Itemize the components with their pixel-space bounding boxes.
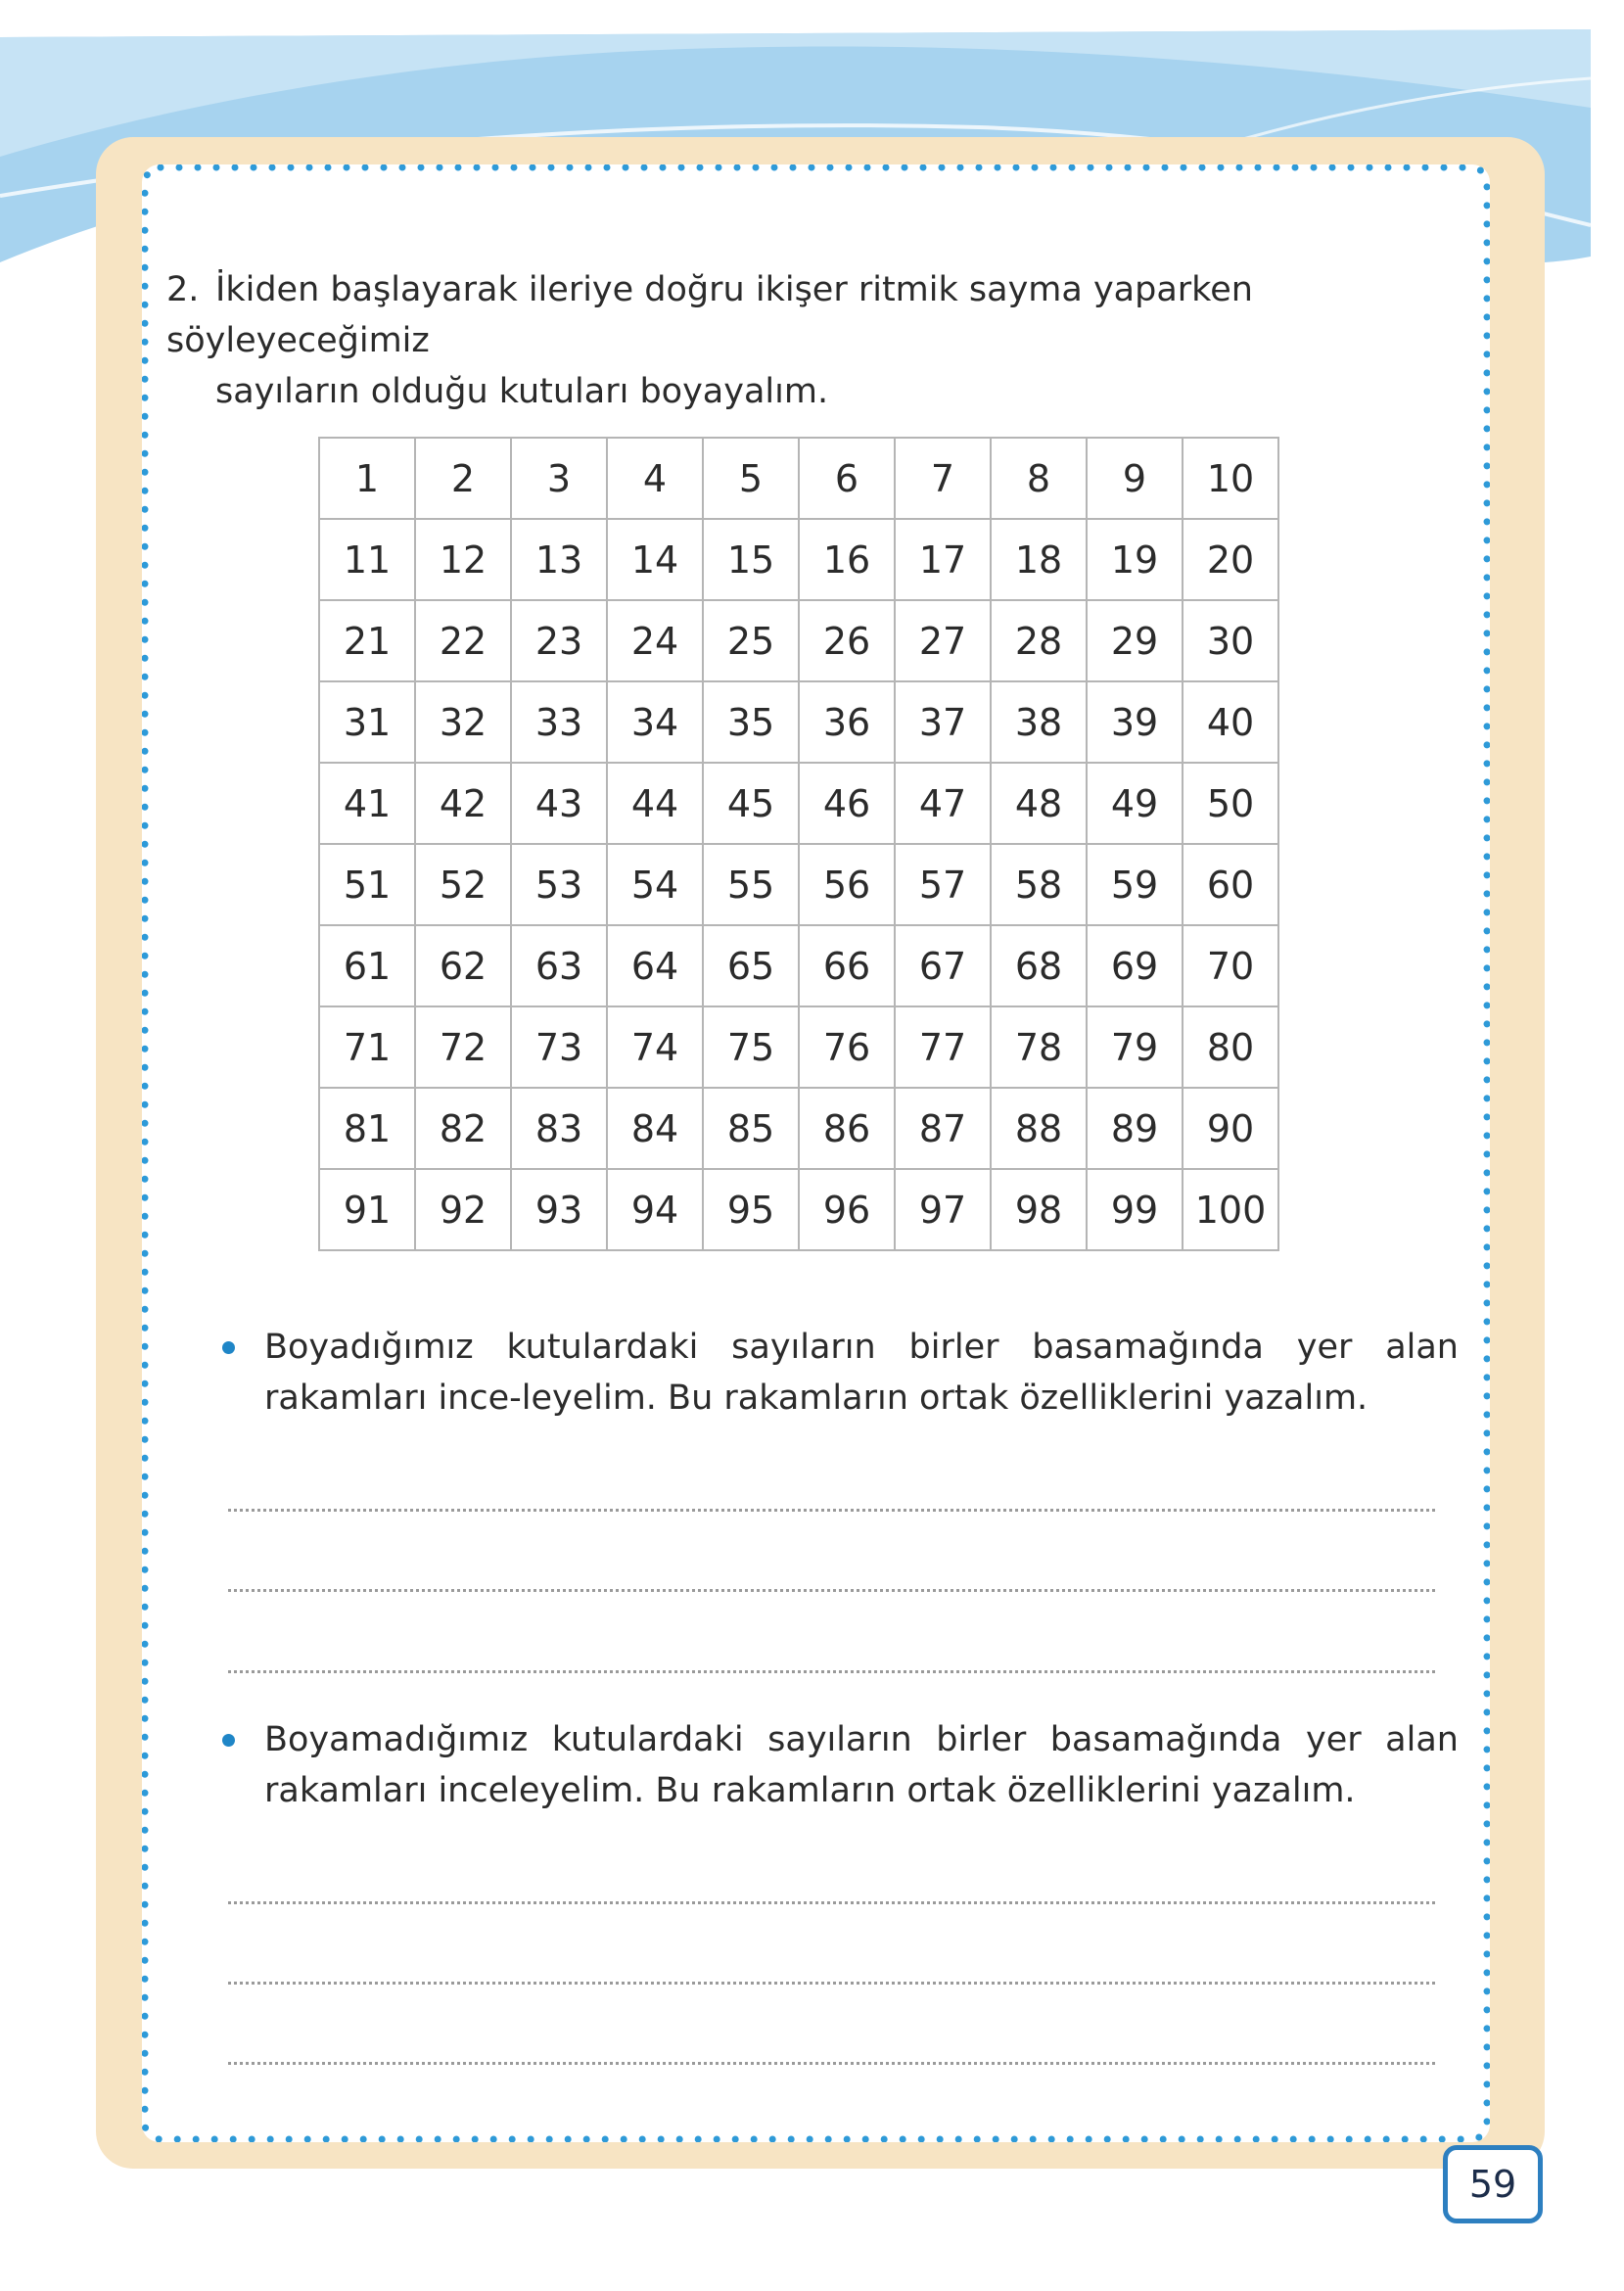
question-line-1: İkiden başlayarak ileriye doğru ikişer ritmik sayma yaparken söyleyeceğimiz <box>166 270 1253 360</box>
grid-row <box>319 681 1278 763</box>
exercise-card <box>142 164 1490 2142</box>
grid-cell[interactable]: 78 <box>991 1006 1087 1088</box>
grid-cell[interactable]: 76 <box>799 1006 895 1088</box>
grid-cell[interactable]: 80 <box>1183 1006 1278 1088</box>
grid-cell[interactable]: 92 <box>415 1169 511 1250</box>
grid-cell[interactable]: 16 <box>799 519 895 600</box>
page-number: 59 <box>1443 2145 1543 2223</box>
grid-cell[interactable]: 75 <box>703 1006 799 1088</box>
grid-cell[interactable]: 17 <box>895 519 991 600</box>
instruction-2-text <box>220 1714 1459 1816</box>
grid-cell[interactable]: 60 <box>1183 844 1278 925</box>
grid-cell[interactable]: 7 <box>895 438 991 519</box>
grid-cell[interactable]: 84 <box>607 1088 703 1169</box>
grid-cell[interactable]: 65 <box>703 925 799 1006</box>
grid-row <box>319 925 1278 1006</box>
grid-cell[interactable]: 56 <box>799 844 895 925</box>
grid-row <box>319 1088 1278 1169</box>
grid-cell[interactable]: 82 <box>415 1088 511 1169</box>
grid-cell[interactable]: 88 <box>991 1088 1087 1169</box>
grid-cell[interactable]: 51 <box>319 844 415 925</box>
grid-cell[interactable]: 62 <box>415 925 511 1006</box>
grid-cell[interactable]: 40 <box>1183 681 1278 763</box>
grid-cell[interactable]: 94 <box>607 1169 703 1250</box>
grid-cell[interactable]: 52 <box>415 844 511 925</box>
grid-cell[interactable]: 39 <box>1087 681 1183 763</box>
grid-cell[interactable]: 71 <box>319 1006 415 1088</box>
answer-line-2[interactable] <box>228 1589 1435 1592</box>
grid-cell[interactable]: 31 <box>319 681 415 763</box>
grid-cell[interactable]: 3 <box>511 438 607 519</box>
grid-cell[interactable]: 32 <box>415 681 511 763</box>
grid-cell[interactable]: 23 <box>511 600 607 681</box>
grid-cell[interactable]: 5 <box>703 438 799 519</box>
answer-line-1[interactable] <box>228 1509 1435 1512</box>
grid-cell[interactable]: 13 <box>511 519 607 600</box>
grid-cell[interactable]: 74 <box>607 1006 703 1088</box>
answer-line-3[interactable] <box>228 1670 1435 1673</box>
instruction-2-label: Boyamadığımız kutulardaki sayıların birler basamağında yer alan rakamları inceleyelim. Bu rakamların ortak özelliklerini yazalım. <box>264 1720 1459 1810</box>
answer-line-5[interactable] <box>228 1982 1435 1985</box>
grid-cell[interactable]: 73 <box>511 1006 607 1088</box>
grid-cell[interactable]: 42 <box>415 763 511 844</box>
grid-cell[interactable]: 79 <box>1087 1006 1183 1088</box>
grid-cell[interactable]: 41 <box>319 763 415 844</box>
grid-cell[interactable]: 33 <box>511 681 607 763</box>
grid-cell[interactable]: 15 <box>703 519 799 600</box>
grid-cell[interactable]: 26 <box>799 600 895 681</box>
grid-row <box>319 438 1278 519</box>
grid-cell[interactable]: 8 <box>991 438 1087 519</box>
grid-cell[interactable]: 4 <box>607 438 703 519</box>
grid-cell[interactable]: 45 <box>703 763 799 844</box>
grid-cell[interactable]: 58 <box>991 844 1087 925</box>
bullet-dot <box>222 1734 235 1747</box>
grid-cell[interactable]: 95 <box>703 1169 799 1250</box>
hundred-chart-grid <box>318 437 1279 1251</box>
grid-cell[interactable]: 50 <box>1183 763 1278 844</box>
grid-cell[interactable]: 91 <box>319 1169 415 1250</box>
grid-row <box>319 519 1278 600</box>
grid-cell[interactable]: 96 <box>799 1169 895 1250</box>
grid-cell[interactable]: 19 <box>1087 519 1183 600</box>
grid-row <box>319 1169 1278 1250</box>
grid-row <box>319 763 1278 844</box>
grid-cell[interactable]: 25 <box>703 600 799 681</box>
grid-cell[interactable]: 37 <box>895 681 991 763</box>
grid-cell[interactable]: 90 <box>1183 1088 1278 1169</box>
grid-cell[interactable]: 1 <box>319 438 415 519</box>
grid-cell[interactable]: 63 <box>511 925 607 1006</box>
grid-cell[interactable]: 47 <box>895 763 991 844</box>
grid-cell[interactable]: 30 <box>1183 600 1278 681</box>
grid-cell[interactable]: 28 <box>991 600 1087 681</box>
grid-cell[interactable]: 64 <box>607 925 703 1006</box>
grid-cell[interactable]: 93 <box>511 1169 607 1250</box>
grid-row <box>319 1006 1278 1088</box>
grid-cell[interactable]: 48 <box>991 763 1087 844</box>
grid-cell[interactable]: 59 <box>1087 844 1183 925</box>
grid-cell[interactable]: 27 <box>895 600 991 681</box>
question-line-2: sayıların olduğu kutuları boyayalım. <box>215 372 829 411</box>
grid-cell[interactable]: 53 <box>511 844 607 925</box>
instruction-2 <box>220 1714 1459 1816</box>
grid-cell[interactable]: 61 <box>319 925 415 1006</box>
grid-cell[interactable]: 100 <box>1183 1169 1278 1250</box>
grid-cell[interactable]: 77 <box>895 1006 991 1088</box>
grid-cell[interactable]: 46 <box>799 763 895 844</box>
grid-cell[interactable]: 55 <box>703 844 799 925</box>
question-text <box>166 264 1429 417</box>
grid-cell[interactable]: 11 <box>319 519 415 600</box>
grid-cell[interactable]: 10 <box>1183 438 1278 519</box>
grid-cell[interactable]: 43 <box>511 763 607 844</box>
grid-cell[interactable]: 21 <box>319 600 415 681</box>
bullet-dot <box>222 1341 235 1354</box>
grid-cell[interactable]: 89 <box>1087 1088 1183 1169</box>
grid-cell[interactable]: 81 <box>319 1088 415 1169</box>
grid-cell[interactable]: 85 <box>703 1088 799 1169</box>
grid-cell[interactable]: 29 <box>1087 600 1183 681</box>
grid-cell[interactable]: 57 <box>895 844 991 925</box>
grid-cell[interactable]: 35 <box>703 681 799 763</box>
grid-cell[interactable]: 87 <box>895 1088 991 1169</box>
grid-row <box>319 844 1278 925</box>
grid-cell[interactable]: 68 <box>991 925 1087 1006</box>
grid-cell[interactable]: 36 <box>799 681 895 763</box>
grid-cell[interactable]: 12 <box>415 519 511 600</box>
grid-cell[interactable]: 97 <box>895 1169 991 1250</box>
grid-cell[interactable]: 20 <box>1183 519 1278 600</box>
grid-cell[interactable]: 67 <box>895 925 991 1006</box>
question-number: 2. <box>166 270 200 309</box>
grid-cell[interactable]: 2 <box>415 438 511 519</box>
grid-cell[interactable]: 70 <box>1183 925 1278 1006</box>
grid-cell[interactable]: 83 <box>511 1088 607 1169</box>
grid-cell[interactable]: 24 <box>607 600 703 681</box>
grid-cell[interactable]: 49 <box>1087 763 1183 844</box>
grid-row <box>319 600 1278 681</box>
grid-cell[interactable]: 18 <box>991 519 1087 600</box>
instruction-1 <box>220 1322 1459 1424</box>
instruction-1-text <box>220 1322 1459 1424</box>
grid-cell[interactable]: 9 <box>1087 438 1183 519</box>
grid-cell[interactable]: 22 <box>415 600 511 681</box>
grid-cell[interactable]: 14 <box>607 519 703 600</box>
grid-cell[interactable]: 98 <box>991 1169 1087 1250</box>
grid-cell[interactable]: 86 <box>799 1088 895 1169</box>
grid-cell[interactable]: 99 <box>1087 1169 1183 1250</box>
grid-cell[interactable]: 44 <box>607 763 703 844</box>
grid-cell[interactable]: 69 <box>1087 925 1183 1006</box>
grid-cell[interactable]: 66 <box>799 925 895 1006</box>
grid-cell[interactable]: 34 <box>607 681 703 763</box>
grid-cell[interactable]: 6 <box>799 438 895 519</box>
instruction-1-label: Boyadığımız kutulardaki sayıların birler basamağında yer alan rakamları ince-leyelim. Bu rakamların ortak özelliklerini yazalım. <box>264 1328 1459 1418</box>
answer-line-6[interactable] <box>228 2062 1435 2065</box>
answer-line-4[interactable] <box>228 1901 1435 1904</box>
grid-cell[interactable]: 38 <box>991 681 1087 763</box>
grid-cell[interactable]: 72 <box>415 1006 511 1088</box>
grid-cell[interactable]: 54 <box>607 844 703 925</box>
